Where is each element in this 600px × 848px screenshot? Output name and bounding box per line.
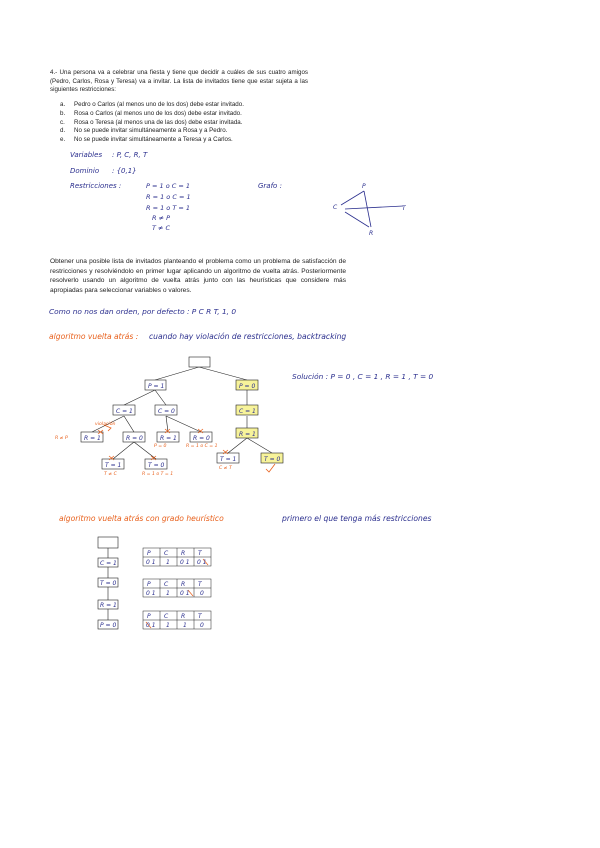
table-header: C: [164, 613, 169, 620]
graph-node-p: P: [362, 183, 366, 190]
tree-node-label: R = 1: [239, 431, 256, 438]
table-cell: 0 1: [180, 559, 190, 566]
heuristic-description: primero el que tenga más restricciones: [282, 514, 432, 523]
tree-node-label: P = 1: [148, 383, 165, 390]
tree-root: [189, 357, 210, 367]
tree-node-label: R = 0: [193, 435, 210, 442]
backtracking-title: algoritmo vuelta atrás :: [49, 332, 139, 341]
order-note: Como no nos dan orden, por defecto : P C R T, 1, 0: [49, 307, 237, 316]
tree-annotation: violación: [95, 422, 116, 427]
tree-node-label: R = 0: [126, 435, 143, 442]
tree-node-label: T = 0: [264, 456, 281, 463]
table-cell: 1: [183, 622, 187, 629]
table-cell: 0 1: [146, 590, 156, 597]
restricciones-label: Restricciones :: [70, 182, 122, 190]
list-item: e. No se puede invitar simultáneamente a Teresa y a Carlos.: [60, 136, 233, 144]
table-cell: 1: [166, 622, 170, 629]
dominio-label: Dominio: [70, 167, 100, 175]
tree-annotation: C ≠ T: [219, 466, 232, 471]
constraint-graph: [341, 191, 403, 227]
constraint: R ≠ P: [152, 214, 171, 222]
table-cell: 1: [166, 559, 170, 566]
tree-annotation: R = 1 o C = 1: [186, 444, 218, 449]
tree-node-label: R = 1: [160, 435, 177, 442]
table-header: T: [198, 550, 202, 557]
tree-node-label: C = 1: [239, 408, 256, 415]
table-cell: 0: [200, 590, 204, 597]
heuristic-title: algoritmo vuelta atrás con grado heurístico: [59, 514, 224, 523]
heuristic-chain: [98, 537, 118, 629]
list-item: b. Rosa o Carlos (al menos uno de los dos) debe estar invitado.: [60, 109, 242, 117]
table-header: R: [181, 550, 186, 557]
table-cell: 0 1: [146, 559, 156, 566]
constraint: R = 1 o C = 1: [146, 193, 191, 201]
table-header: P: [147, 613, 151, 620]
backtracking-tree: [55, 357, 283, 477]
grafo-label: Grafo :: [258, 182, 282, 190]
constraint: P = 1 o C = 1: [146, 182, 190, 190]
graph-node-r: R: [369, 230, 374, 237]
tree-annotation: R = 1 o T = 1: [142, 472, 174, 477]
backtracking-description: cuando hay violación de restricciones, backtracking: [149, 332, 347, 341]
heuristic-node-label: C = 1: [100, 560, 117, 567]
table-header: T: [198, 581, 202, 588]
heuristic-root: [98, 537, 118, 548]
tree-node-label: R = 1: [84, 435, 101, 442]
tree-node-label: C = 0: [158, 408, 175, 415]
domain-tables: [143, 548, 211, 629]
tree-annotation: R ≠ P: [55, 436, 68, 441]
table-cell: 1: [166, 590, 170, 597]
table-header: P: [147, 550, 151, 557]
question-intro: 4.- Una persona va a celebrar una fiesta y tiene que decidir a cuáles de sus cuatro amigos (Pedro, Carlos, Rosa y Teresa) va a invitar. La lista de invitados tiene que estar sujeta a las siguientes restricciones:: [50, 69, 308, 94]
table-header: C: [164, 550, 169, 557]
table-header: R: [181, 581, 186, 588]
table-cell: 0 1: [197, 559, 207, 566]
solution-text: Solución : P = 0 , C = 1 , R = 1 , T = 0: [292, 372, 434, 381]
table-header: T: [198, 613, 202, 620]
table-cell: 0: [200, 622, 204, 629]
tree-node-label: T = 0: [148, 462, 165, 469]
list-item: a. Pedro o Carlos (al menos uno de los dos) debe estar invitado.: [60, 101, 244, 108]
tree-node-label: C = 1: [116, 408, 133, 415]
tree-node-label: T = 1: [220, 456, 237, 463]
task-statement: Obtener una posible lista de invitados planteando el problema como un problema de satisfacción de restricciones y resolviéndolo en primer lugar aplicando un algoritmo de vuelta atrás. Posteriormente resolverlo usando un algoritmo de vuelta atrás junto con las heurísticas que considere más apropiadas para seleccionar variables o valores.: [50, 258, 346, 294]
table-cell: 0 1: [146, 622, 156, 629]
heuristic-node-label: T = 0: [100, 580, 117, 587]
list-item: d. No se puede invitar simultáneamente a Rosa y a Pedro.: [60, 127, 228, 135]
table-header: P: [147, 581, 151, 588]
heuristic-node-label: R = 1: [100, 602, 117, 609]
constraint: T ≠ C: [152, 224, 171, 232]
constraint: R = 1 o T = 1: [146, 204, 191, 212]
table-header: C: [164, 581, 169, 588]
list-item: c. Rosa o Teresa (al menos una de las dos) debe estar invitada.: [60, 118, 243, 126]
heuristic-node-label: P = 0: [100, 622, 117, 629]
table-header: R: [181, 613, 186, 620]
graph-node-t: T: [402, 205, 406, 212]
tree-node-label: T = 1: [105, 462, 122, 469]
dominio-value: : {0,1}: [112, 167, 137, 175]
tree-node-label: P = 0: [239, 383, 256, 390]
variables-value: : P, C, R, T: [112, 151, 148, 159]
table-cell: 0 1: [180, 590, 190, 597]
graph-node-c: C: [333, 204, 338, 211]
variables-label: Variables: [70, 151, 103, 159]
tree-annotation: P = 0: [154, 444, 167, 449]
tree-annotation: T ≠ C: [104, 472, 117, 477]
